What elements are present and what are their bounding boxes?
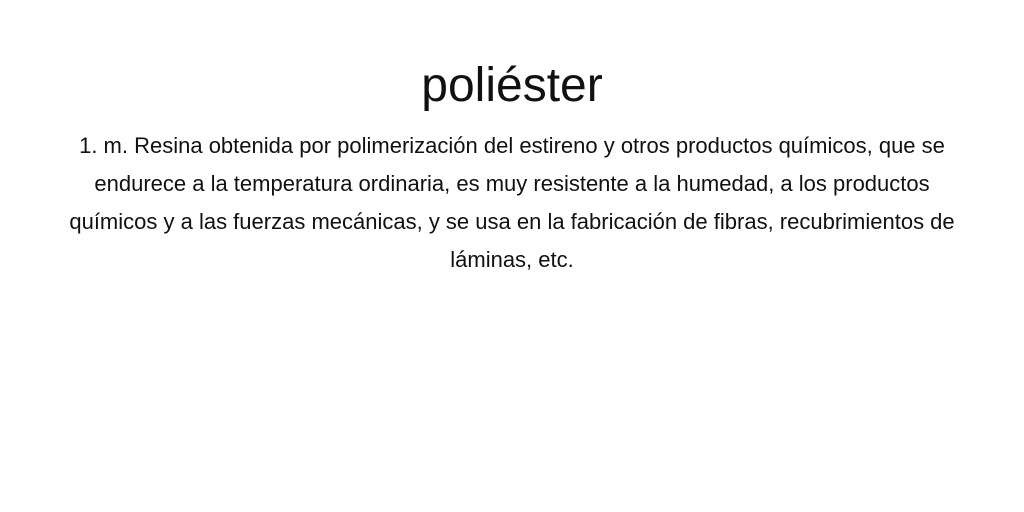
entry-definition: 1. m. Resina obtenida por polimerización del estireno y otros productos químicos, que se endurece a la temperatura ordinaria, es muy resistente a la humedad, a los productos químicos y a las fuerzas mecánicas, y se usa en la fabricación de fibras, recubrimientos de láminas, etc. [69,133,955,272]
entry-term: poliéster [421,59,603,112]
